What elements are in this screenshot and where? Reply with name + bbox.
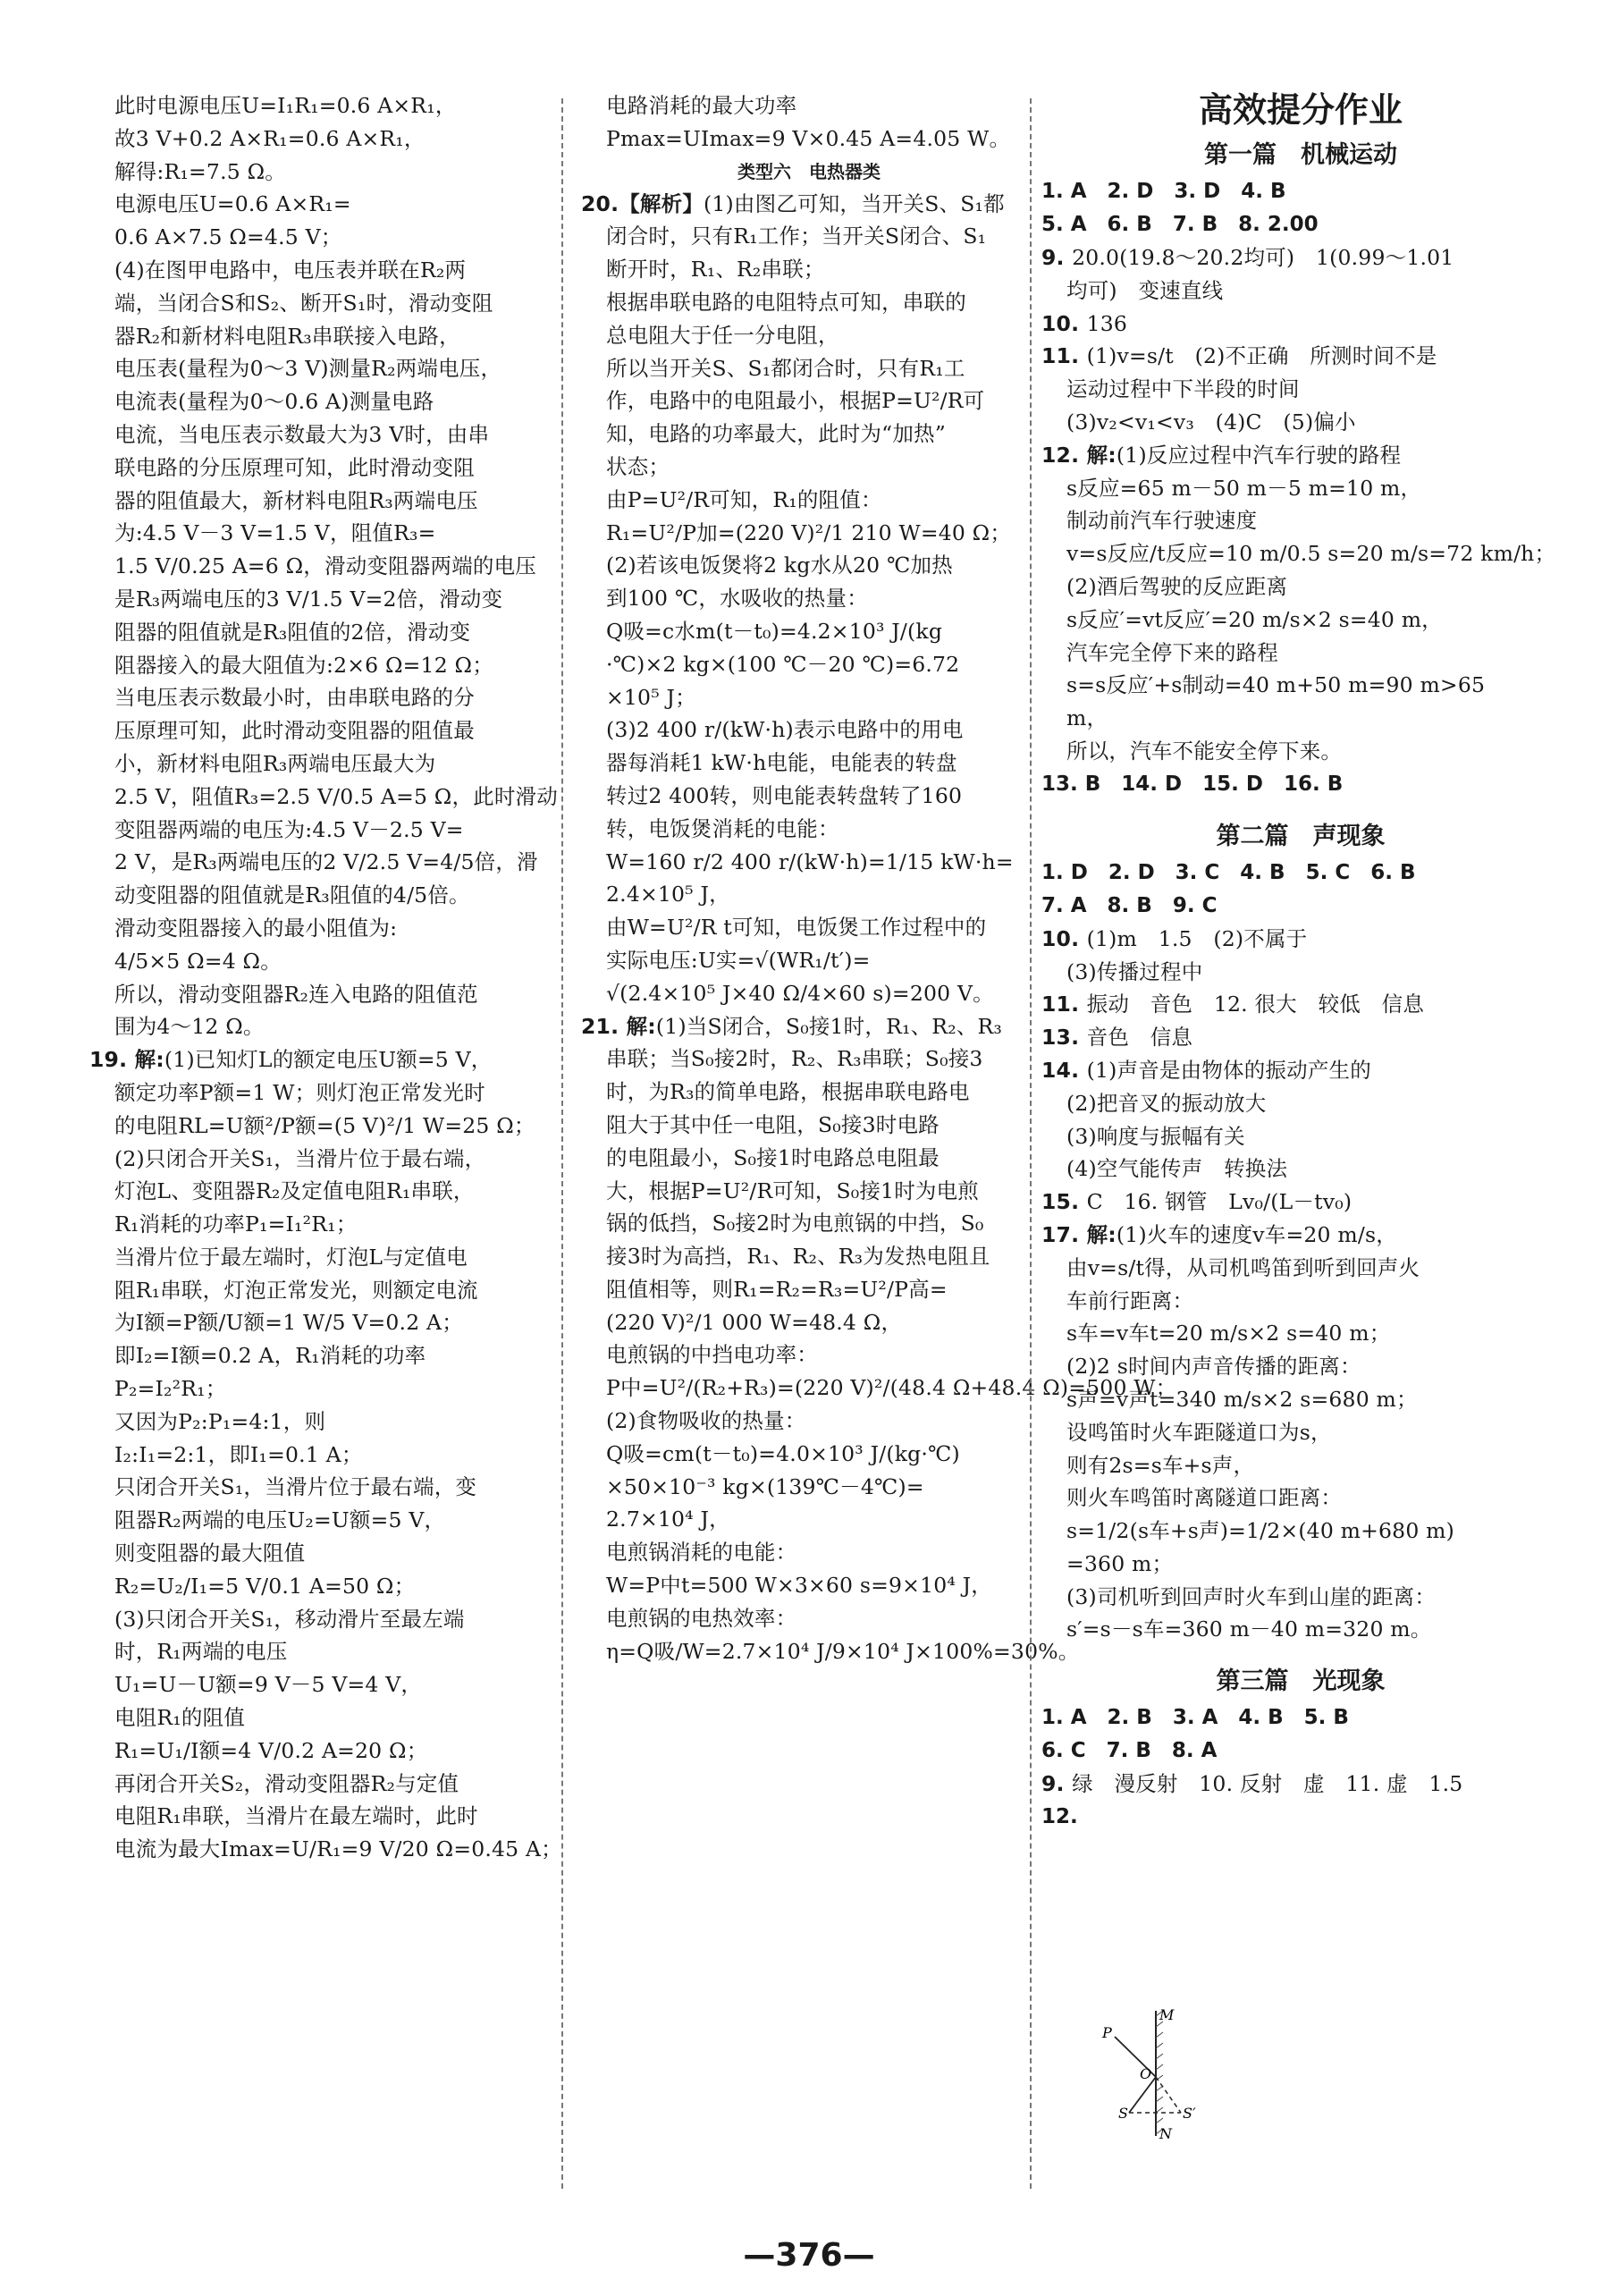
text-line: 器每消耗1 kW·h电能，电能表的转盘 — [606, 750, 957, 776]
text-line: 所以当开关S、S₁都闭合时，只有R₁工 — [606, 355, 965, 381]
text-line: 此时电源电压U=I₁R₁=0.6 A×R₁， — [114, 93, 457, 118]
question-number: 20.【解析】 — [581, 190, 704, 216]
answer-line: 5. A 6. B 7. B 8. 2.00 — [1041, 213, 1319, 236]
text-line: 作，电路中的电阻最小，根据P=U²/R可 — [606, 388, 985, 414]
text-line: 当电压表示数最小时，由串联电路的分 — [114, 685, 475, 711]
text-line: 滑动变阻器接入的最小阻值为: — [114, 915, 398, 941]
text-line: R₁=U²/P加=(220 V)²/1 210 W=40 Ω； — [606, 519, 1012, 545]
text-line: 时，为R₃的简单电路，根据串联电路电 — [606, 1079, 970, 1105]
text-line: 所以，汽车不能安全停下来。 — [1066, 738, 1343, 764]
text-line: 是R₃两端电压的3 V/1.5 V=2倍，滑动变 — [114, 586, 503, 612]
text-line: 电煎锅的电热效率： — [606, 1605, 797, 1631]
text-line: 电流表(量程为0～0.6 A)测量电路 — [114, 389, 434, 415]
answer-line: 7. A 8. B 9. C — [1041, 893, 1218, 917]
text-line: 又因为P₂:P₁=4:1，则 — [114, 1408, 326, 1434]
label-o: O — [1140, 2065, 1152, 2082]
text-line: 根据串联电路的电阻特点可知，串联的 — [606, 289, 966, 315]
text-line: 阻器的阻值就是R₃阻值的2倍，滑动变 — [114, 619, 471, 645]
answer-line: 1. D 2. D 3. C 4. B 5. C 6. B — [1041, 860, 1416, 884]
text-line: 联电路的分压原理可知，此时滑动变阻 — [114, 454, 475, 480]
text-line: Pmax=UImax=9 V×0.45 A=4.05 W。 — [606, 125, 1011, 151]
text-line: (3)司机听到回声时火车到山崖的距离： — [1066, 1583, 1437, 1609]
answer-line: 12. — [1041, 1805, 1078, 1829]
text-line: ×10⁵ J； — [606, 684, 696, 710]
text-line: I₂:I₁=2:1，即I₁=0.1 A； — [114, 1441, 363, 1467]
text-line: 电源电压U=0.6 A×R₁= — [114, 191, 351, 217]
text-line: η=Q吸/W=2.7×10⁴ J/9×10⁴ J×100%=30%。 — [606, 1638, 1080, 1664]
text-line: 解得:R₁=7.5 Ω。 — [114, 158, 286, 184]
text-line: 当滑片位于最左端时，灯泡L与定值电 — [114, 1244, 468, 1270]
text-line: 0.6 A×7.5 Ω=4.5 V； — [114, 224, 342, 250]
text-line: =360 m； — [1066, 1550, 1174, 1576]
text-line: 电阻R₁的阻值 — [114, 1705, 246, 1731]
text-line: 故3 V+0.2 A×R₁=0.6 A×R₁， — [114, 125, 426, 151]
text-line: 21. 解:(1)当S闭合，S₀接1时，R₁、R₂、R₃ — [581, 1013, 1003, 1039]
text-line: 则火车鸣笛时离隧道口距离： — [1066, 1485, 1343, 1511]
text-line: 9. 绿 漫反射 10. 反射 虚 11. 虚 1.5 — [1041, 1771, 1463, 1797]
text-line: 则变阻器的最大阻值 — [114, 1541, 306, 1566]
text-line: 11. 振动 音色 12. 很大 较低 信息 — [1041, 992, 1425, 1017]
left-column — [89, 89, 562, 1866]
text-line: s′=s－s车=360 m－40 m=320 m。 — [1066, 1616, 1432, 1642]
section-heading: 第一篇 机械运动 — [1204, 141, 1397, 169]
text-line: 由W=U²/R t可知，电饭煲工作过程中的 — [606, 915, 987, 941]
text-line: 15. C 16. 钢管 Lv₀/(L－tv₀) — [1041, 1189, 1353, 1215]
text-line: 转过2 400转，则电能表转盘转了160 — [606, 782, 963, 808]
text-line: 10. (1)m 1.5 (2)不属于 — [1041, 925, 1308, 951]
text-line: 时，R₁两端的电压 — [114, 1639, 288, 1665]
text-line: 为:4.5 V－3 V=1.5 V，阻值R₃= — [114, 520, 436, 546]
question-number: 17. 解: — [1041, 1221, 1117, 1247]
text-line: 总电阻大于任一分电阻， — [606, 322, 839, 348]
text-line: 20.【解析】(1)由图乙可知，当开关S、S₁都 — [581, 190, 1005, 216]
text-line: 4/5×5 Ω=4 Ω。 — [114, 948, 282, 974]
page-title: 高效提分作业 — [1198, 90, 1403, 130]
text-line: 19. 解:(1)已知灯L的额定电压U额=5 V， — [89, 1047, 493, 1073]
text-line: (3)传播过程中 — [1066, 958, 1203, 984]
text-line: ·℃)×2 kg×(100 ℃－20 ℃)=6.72 — [606, 651, 960, 677]
text-line: 额定功率P额=1 W；则灯泡正常发光时 — [114, 1079, 485, 1105]
label-s: S — [1118, 2105, 1128, 2122]
question-number: 21. 解: — [581, 1013, 656, 1039]
text-line: 大，根据P=U²/R可知，S₀接1时为电煎 — [606, 1178, 980, 1203]
text-line: 知，电路的功率最大，此时为“加热” — [606, 421, 946, 447]
text-line: 阻器R₂两端的电压U₂=U额=5 V， — [114, 1507, 446, 1533]
text-line: 电路消耗的最大功率 — [606, 93, 797, 118]
text-line: 再闭合开关S₂，滑动变阻器R₂与定值 — [114, 1770, 459, 1796]
text-line: 实际电压:U实=√(WR₁/t′)= — [606, 947, 871, 973]
text-line: (3)只闭合开关S₁，移动滑片至最左端 — [114, 1606, 465, 1632]
text-line: R₂=U₂/I₁=5 V/0.1 A=50 Ω； — [114, 1573, 416, 1599]
text-line: 的电阻最小，S₀接1时电路总电阻最 — [606, 1144, 940, 1170]
text-line: 电阻R₁串联，当滑片在最左端时，此时 — [114, 1803, 478, 1829]
text-line: 接3时为高挡，R₁、R₂、R₃为发热电阻且 — [606, 1244, 990, 1270]
text-line: 11. (1)v=s/t (2)不正确 所测时间不是 — [1041, 343, 1437, 369]
text-line: 17. 解:(1)火车的速度v车=20 m/s， — [1041, 1221, 1397, 1247]
text-line: U₁=U－U额=9 V－5 V=4 V， — [114, 1672, 423, 1698]
reflected-ray — [1129, 2077, 1156, 2113]
text-line: 电流为最大Imax=U/R₁=9 V/20 Ω=0.45 A； — [114, 1836, 562, 1862]
text-line: 2.5 V，阻值R₃=2.5 V/0.5 A=5 Ω，此时滑动 — [114, 783, 558, 809]
section-heading: 第三篇 光现象 — [1216, 1667, 1386, 1696]
text-line: (2)若该电饭煲将2 kg水从20 ℃加热 — [606, 553, 953, 578]
text-line: 电煎锅消耗的电能： — [606, 1540, 797, 1566]
text-line: 器R₂和新材料电阻R₃串联接入电路， — [114, 323, 460, 349]
text-line: 9. 20.0(19.8～20.2均可) 1(0.99～1.01 — [1041, 245, 1454, 270]
text-line: 到100 ℃，水吸收的热量： — [606, 586, 868, 612]
text-line: W=160 r/2 400 r/(kW·h)=1/15 kW·h= — [606, 848, 1014, 874]
text-line: Q吸=cm(t－t₀)=4.0×10³ J/(kg·℃) — [606, 1440, 960, 1466]
spacer — [1041, 1646, 1560, 1662]
text-line: 1.5 V/0.25 A=6 Ω，滑动变阻器两端的电压 — [114, 553, 536, 579]
text-line: 动变阻器的阻值就是R₃阻值的4/5倍。 — [114, 882, 470, 908]
text-line: 所以，滑动变阻器R₂连入电路的阻值范 — [114, 981, 478, 1007]
text-line: m， — [1066, 705, 1108, 731]
text-line: 端，当闭合S和S₂、断开S₁时，滑动变阻 — [114, 290, 493, 316]
text-line: 闭合时，只有R₁工作；当开关S闭合、S₁ — [606, 224, 987, 249]
text-line: s=1/2(s车+s声)=1/2×(40 m+680 m) — [1066, 1518, 1455, 1544]
text-line: (3)2 400 r/(kW·h)表示电路中的用电 — [606, 717, 964, 743]
text-line: 围为4～12 Ω。 — [114, 1014, 265, 1040]
text-line: 14. (1)声音是由物体的振动产生的 — [1041, 1057, 1371, 1083]
text-line: 只闭合开关S₁，当滑片位于最右端，变 — [114, 1474, 477, 1500]
question-number: 11. — [1041, 992, 1087, 1017]
text-line: W=P中t=500 W×3×60 s=9×10⁴ J， — [606, 1573, 992, 1599]
page-number: —376— — [743, 2237, 875, 2274]
text-line: s车=v车t=20 m/s×2 s=40 m； — [1066, 1321, 1391, 1346]
text-line: 由v=s/t得，从司机鸣笛到听到回声火 — [1066, 1254, 1420, 1280]
text-line: 运动过程中下半段的时间 — [1066, 376, 1300, 402]
text-line: 转，电饭煲消耗的电能： — [606, 815, 839, 841]
text-line: 断开时，R₁、R₂串联； — [606, 257, 825, 283]
text-line: 汽车完全停下来的路程 — [1066, 639, 1278, 665]
text-line: 阻R₁串联，灯泡正常发光，则额定电流 — [114, 1277, 478, 1303]
text-line: 电流，当电压表示数最大为3 V时，由串 — [114, 421, 490, 447]
text-line: 小，新材料电阻R₃两端电压最大为 — [114, 750, 436, 776]
text-line: √(2.4×10⁵ J×40 Ω/4×60 s)=200 V。 — [606, 980, 994, 1006]
text-line: 为I额=P额/U额=1 W/5 V=0.2 A； — [114, 1310, 463, 1336]
question-number: 11. — [1041, 343, 1087, 369]
answer-line: 13. B 14. D 15. D 16. B — [1041, 772, 1344, 796]
text-line: P₂=I₂²R₁； — [114, 1376, 227, 1402]
answer-line: 6. C 7. B 8. A — [1041, 1739, 1218, 1763]
question-number: 9. — [1041, 245, 1073, 270]
answer-line: 1. A 2. D 3. D 4. B — [1041, 180, 1286, 203]
virtual-ray — [1156, 2077, 1181, 2113]
text-line: (2)只闭合开关S₁，当滑片位于最右端， — [114, 1145, 486, 1171]
text-line: 压原理可知，此时滑动变阻器的阻值最 — [114, 718, 475, 744]
text-line: 阻大于其中任一电阻，S₀接3时电路 — [606, 1111, 940, 1137]
question-number: 15. — [1041, 1189, 1087, 1215]
label-s-prime: S′ — [1183, 2105, 1196, 2122]
label-p: P — [1102, 2024, 1112, 2041]
question-number: 10. — [1041, 310, 1087, 336]
text-line: s反应=65 m－50 m－5 m=10 m， — [1066, 475, 1422, 501]
text-line: 电煎锅的中挡电功率： — [606, 1342, 818, 1368]
text-line: 阻器接入的最大阻值为:2×6 Ω=12 Ω； — [114, 652, 493, 678]
text-line: (3)v₂<v₁<v₃ (4)C (5)偏小 — [1066, 409, 1356, 435]
text-line: 阻值相等，则R₁=R₂=R₃=U²/P高= — [606, 1276, 948, 1302]
text-line: 车前行距离： — [1066, 1287, 1194, 1313]
text-line: 即I₂=I额=0.2 A，R₁消耗的功率 — [114, 1343, 426, 1369]
label-n: N — [1159, 2125, 1172, 2141]
text-line: 串联；当S₀接2时，R₂、R₃串联；S₀接3 — [606, 1046, 983, 1072]
text-line: s声=v声t=340 m/s×2 s=680 m； — [1066, 1386, 1418, 1412]
text-line: 13. 音色 信息 — [1041, 1025, 1193, 1051]
text-line: 锅的低挡，S₀接2时为电煎锅的中挡，S₀ — [606, 1211, 984, 1237]
text-line: (4)空气能传声 转换法 — [1066, 1156, 1288, 1182]
text-line: (4)在图甲电路中，电压表并联在R₂两 — [114, 257, 467, 283]
text-line: (3)响度与振幅有关 — [1066, 1123, 1245, 1149]
text-line: 的电阻RL=U额²/P额=(5 V)²/1 W=25 Ω； — [114, 1112, 535, 1138]
text-line: s反应′=vt反应′=20 m/s×2 s=40 m， — [1066, 606, 1443, 632]
text-line: 则有2s=s车+s声， — [1066, 1452, 1255, 1478]
text-line: (220 V)²/1 000 W=48.4 Ω， — [606, 1309, 903, 1335]
label-m: M — [1159, 2007, 1175, 2023]
question-number: 9. — [1041, 1771, 1073, 1797]
text-line: 灯泡L、变阻器R₂及定值电阻R₁串联， — [114, 1178, 475, 1204]
spacer — [1041, 801, 1560, 817]
mirror-reflection-diagram — [1095, 2007, 1274, 2141]
text-line: R₁消耗的功率P₁=I₁²R₁； — [114, 1211, 358, 1237]
text-line: 由P=U²/R可知，R₁的阻值： — [606, 486, 882, 512]
text-line: (2)食物吸收的热量： — [606, 1408, 806, 1434]
question-number: 14. — [1041, 1057, 1087, 1083]
text-line: 器的阻值最大，新材料电阻R₃两端电压 — [114, 487, 478, 513]
question-number: 12. 解: — [1041, 442, 1117, 468]
column-divider — [561, 98, 563, 2189]
question-number: 13. — [1041, 1025, 1087, 1051]
question-number: 19. 解: — [89, 1047, 164, 1073]
text-line: ×50×10⁻³ kg×(139℃－4℃)= — [606, 1473, 924, 1499]
text-line: (2)2 s时间内声音传播的距离： — [1066, 1354, 1361, 1380]
text-line: 2.7×10⁴ J， — [606, 1507, 730, 1532]
text-line: 均可) 变速直线 — [1066, 277, 1224, 303]
section-heading: 第二篇 声现象 — [1216, 822, 1386, 850]
text-line: Q吸=c水m(t－t₀)=4.2×10³ J/(kg — [606, 618, 943, 644]
text-line: 状态； — [606, 453, 670, 479]
text-line: 制动前汽车行驶速度 — [1066, 508, 1258, 534]
text-line: R₁=U₁/I额=4 V/0.2 A=20 Ω； — [114, 1737, 428, 1763]
right-column — [1041, 89, 1560, 1834]
subsection-heading: 类型六 电热器类 — [737, 160, 881, 182]
text-line: 2 V，是R₃两端电压的2 V/2.5 V=4/5倍，滑 — [114, 849, 538, 875]
column-divider — [1030, 98, 1032, 2189]
text-line: 2.4×10⁵ J， — [606, 882, 730, 907]
text-line: 设鸣笛时火车距隧道口为s， — [1066, 1419, 1332, 1445]
text-line: 变阻器两端的电压为:4.5 V－2.5 V= — [114, 816, 464, 842]
text-line: 12. 解:(1)反应过程中汽车行驶的路程 — [1041, 442, 1402, 468]
text-line: v=s反应/t反应=10 m/0.5 s=20 m/s=72 km/h； — [1066, 541, 1556, 567]
text-line: (2)把音叉的振动放大 — [1066, 1090, 1267, 1116]
text-line: 10. 136 — [1041, 310, 1128, 336]
question-number: 10. — [1041, 925, 1087, 951]
text-line: P中=U²/(R₂+R₃)=(220 V)²/(48.4 Ω+48.4 Ω)=500 W； — [606, 1375, 1177, 1401]
text-line: (2)酒后驾驶的反应距离 — [1066, 573, 1288, 599]
text-line: s=s反应′+s制动=40 m+50 m=90 m>65 — [1066, 672, 1486, 698]
text-line: 电压表(量程为0～3 V)测量R₂两端电压， — [114, 356, 502, 382]
answer-line: 1. A 2. B 3. A 4. B 5. B — [1041, 1706, 1349, 1730]
